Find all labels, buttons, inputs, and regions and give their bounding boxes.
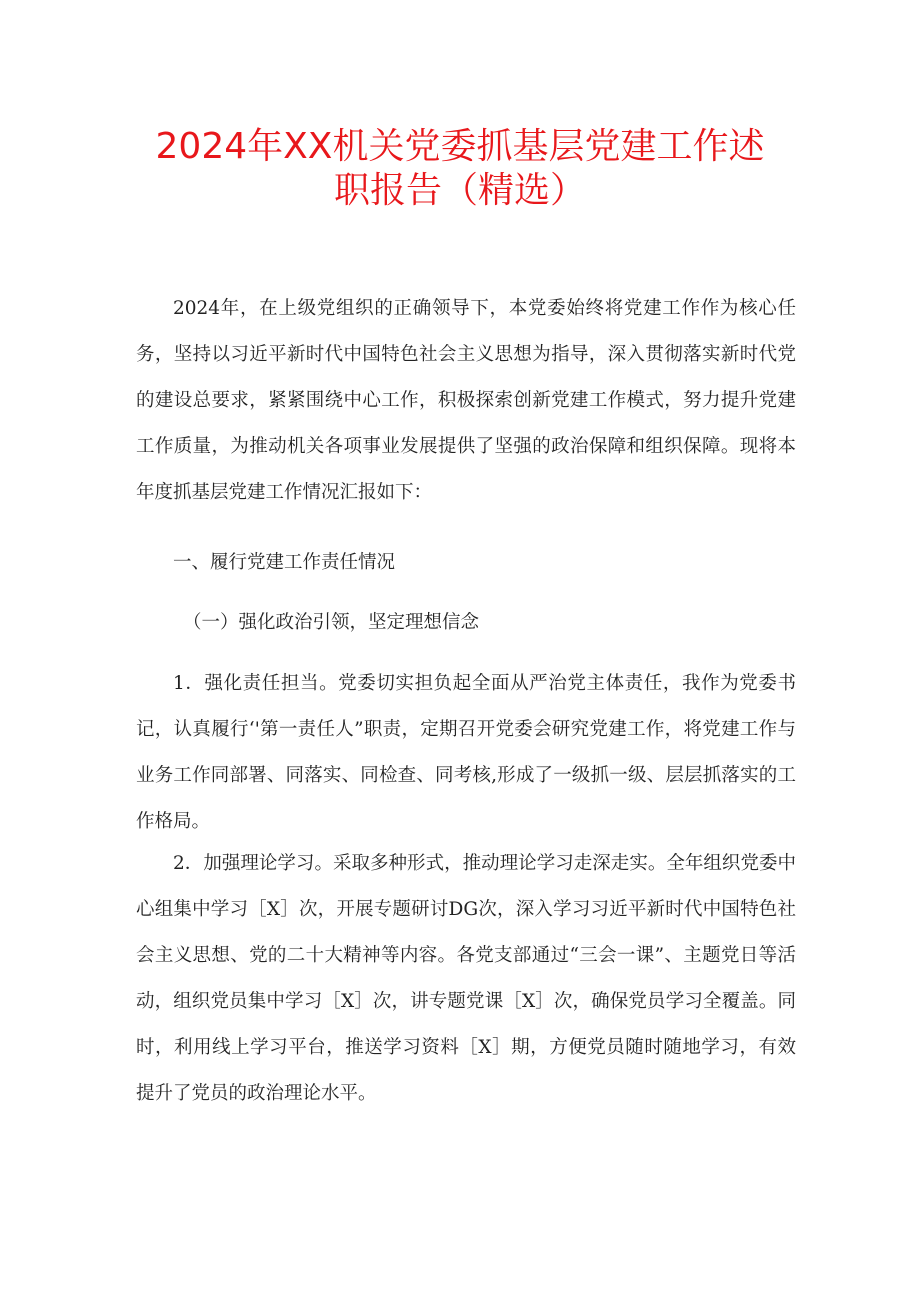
intro-paragraph: 2024年，在上级党组织的正确领导下，本党委始终将党建工作作为核心任务，坚持以习近平新时代中国特色社会主义思想为指导，深入贯彻落实新时代党的建设总要求，紧紧围绕中心工作，积极探索创新党建工作模式，努力提升党建工作质量，为推动机关各项事业发展提供了坚强的政治保障和组织保障。现将本年度抓基层党建工作情况汇报如下：: [136, 298, 796, 503]
item-1-paragraph: 1．强化责任担当。党委切实担负起全面从严治党主体责任，我作为党委书记，认真履行‘'第一责任人”职责，定期召开党委会研究党建工作，将党建工作与业务工作同部署、同落实、同检查、同考核,形成了一级抓一级、层层抓落实的工作格局。: [136, 673, 796, 832]
document-title-line-1: 2024年XX机关党委抓基层党建工作述: [155, 126, 765, 167]
item-2-paragraph: 2．加强理论学习。采取多种形式，推动理论学习走深走实。全年组织党委中心组集中学习［X］次，开展专题研讨DG次，深入学习习近平新时代中国特色社会主义思想、党的二十大精神等内容。各党支部通过“三会一课”、主题党日等活动，组织党员集中学习［X］次，讲专题党课［X］次，确保党员学习全覆盖。同时，利用线上学习平台，推送学习资料［X］期，方便党员随时随地学习，有效提升了党员的政治理论水平。: [136, 853, 796, 1104]
subsection-1-heading: （一）强化政治引领，坚定理想信念: [183, 612, 480, 633]
document-title-line-2: 职报告（精选）: [333, 170, 586, 211]
section-1-heading: 一、履行党建工作责任情况: [173, 552, 396, 573]
